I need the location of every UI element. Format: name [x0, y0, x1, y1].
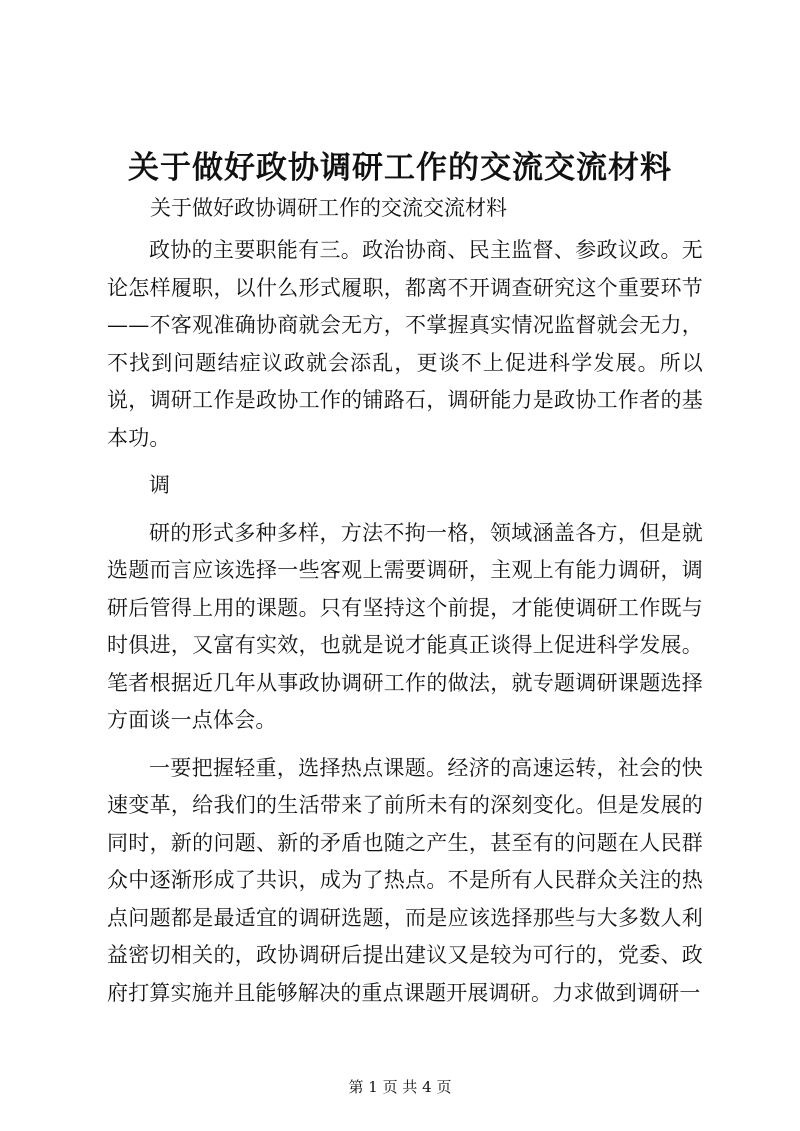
document-body — [107, 232, 703, 1012]
body-paragraph: 调 — [149, 473, 171, 497]
body-paragraph: 一要把握轻重，选择热点课题。经济的高速运转，社会的快速变革，给我们的生活带来了前所未有的深刻变化。但是发展的同时，新的问题、新的矛盾也随之产生，甚至有的问题在人民群众中逐渐形成了共识，成为了热点。不是所有人民群众关注的热点问题都是最适宜的调研选题，而是应该选择那些与大多数人利益密切相关的，政协调研后提出建议又是较为可行的，党委、政府打算实施并且能够解决的重点课题开展调研。力求做到调研一 — [107, 755, 703, 1005]
document-subtitle: 关于做好政协调研工作的交流交流材料 — [150, 196, 507, 220]
body-paragraph: 研的形式多种多样，方法不拘一格，领域涵盖各方，但是就选题而言应该选择一些客观上需要调研，主观上有能力调研，调研后管得上用的课题。只有坚持这个前提，才能使调研工作既与时俱进，又富有实效，也就是说才能真正谈得上促进科学发展。笔者根据近几年从事政协调研工作的做法，就专题调研课题选择方面谈一点体会。 — [107, 520, 703, 732]
page-footer: 第 1 页 共 4 页 — [348, 1078, 452, 1096]
document-title: 关于做好政协调研工作的交流交流材料 — [128, 150, 672, 186]
body-paragraph: 政协的主要职能有三。政治协商、民主监督、参政议政。无论怎样履职，以什么形式履职，都离不开调查研究这个重要环节——不客观准确协商就会无方，不掌握真实情况监督就会无力，不找到问题结症议政就会添乱，更谈不上促进科学发展。所以说，调研工作是政协工作的铺路石，调研能力是政协工作者的基本功。 — [107, 238, 703, 450]
